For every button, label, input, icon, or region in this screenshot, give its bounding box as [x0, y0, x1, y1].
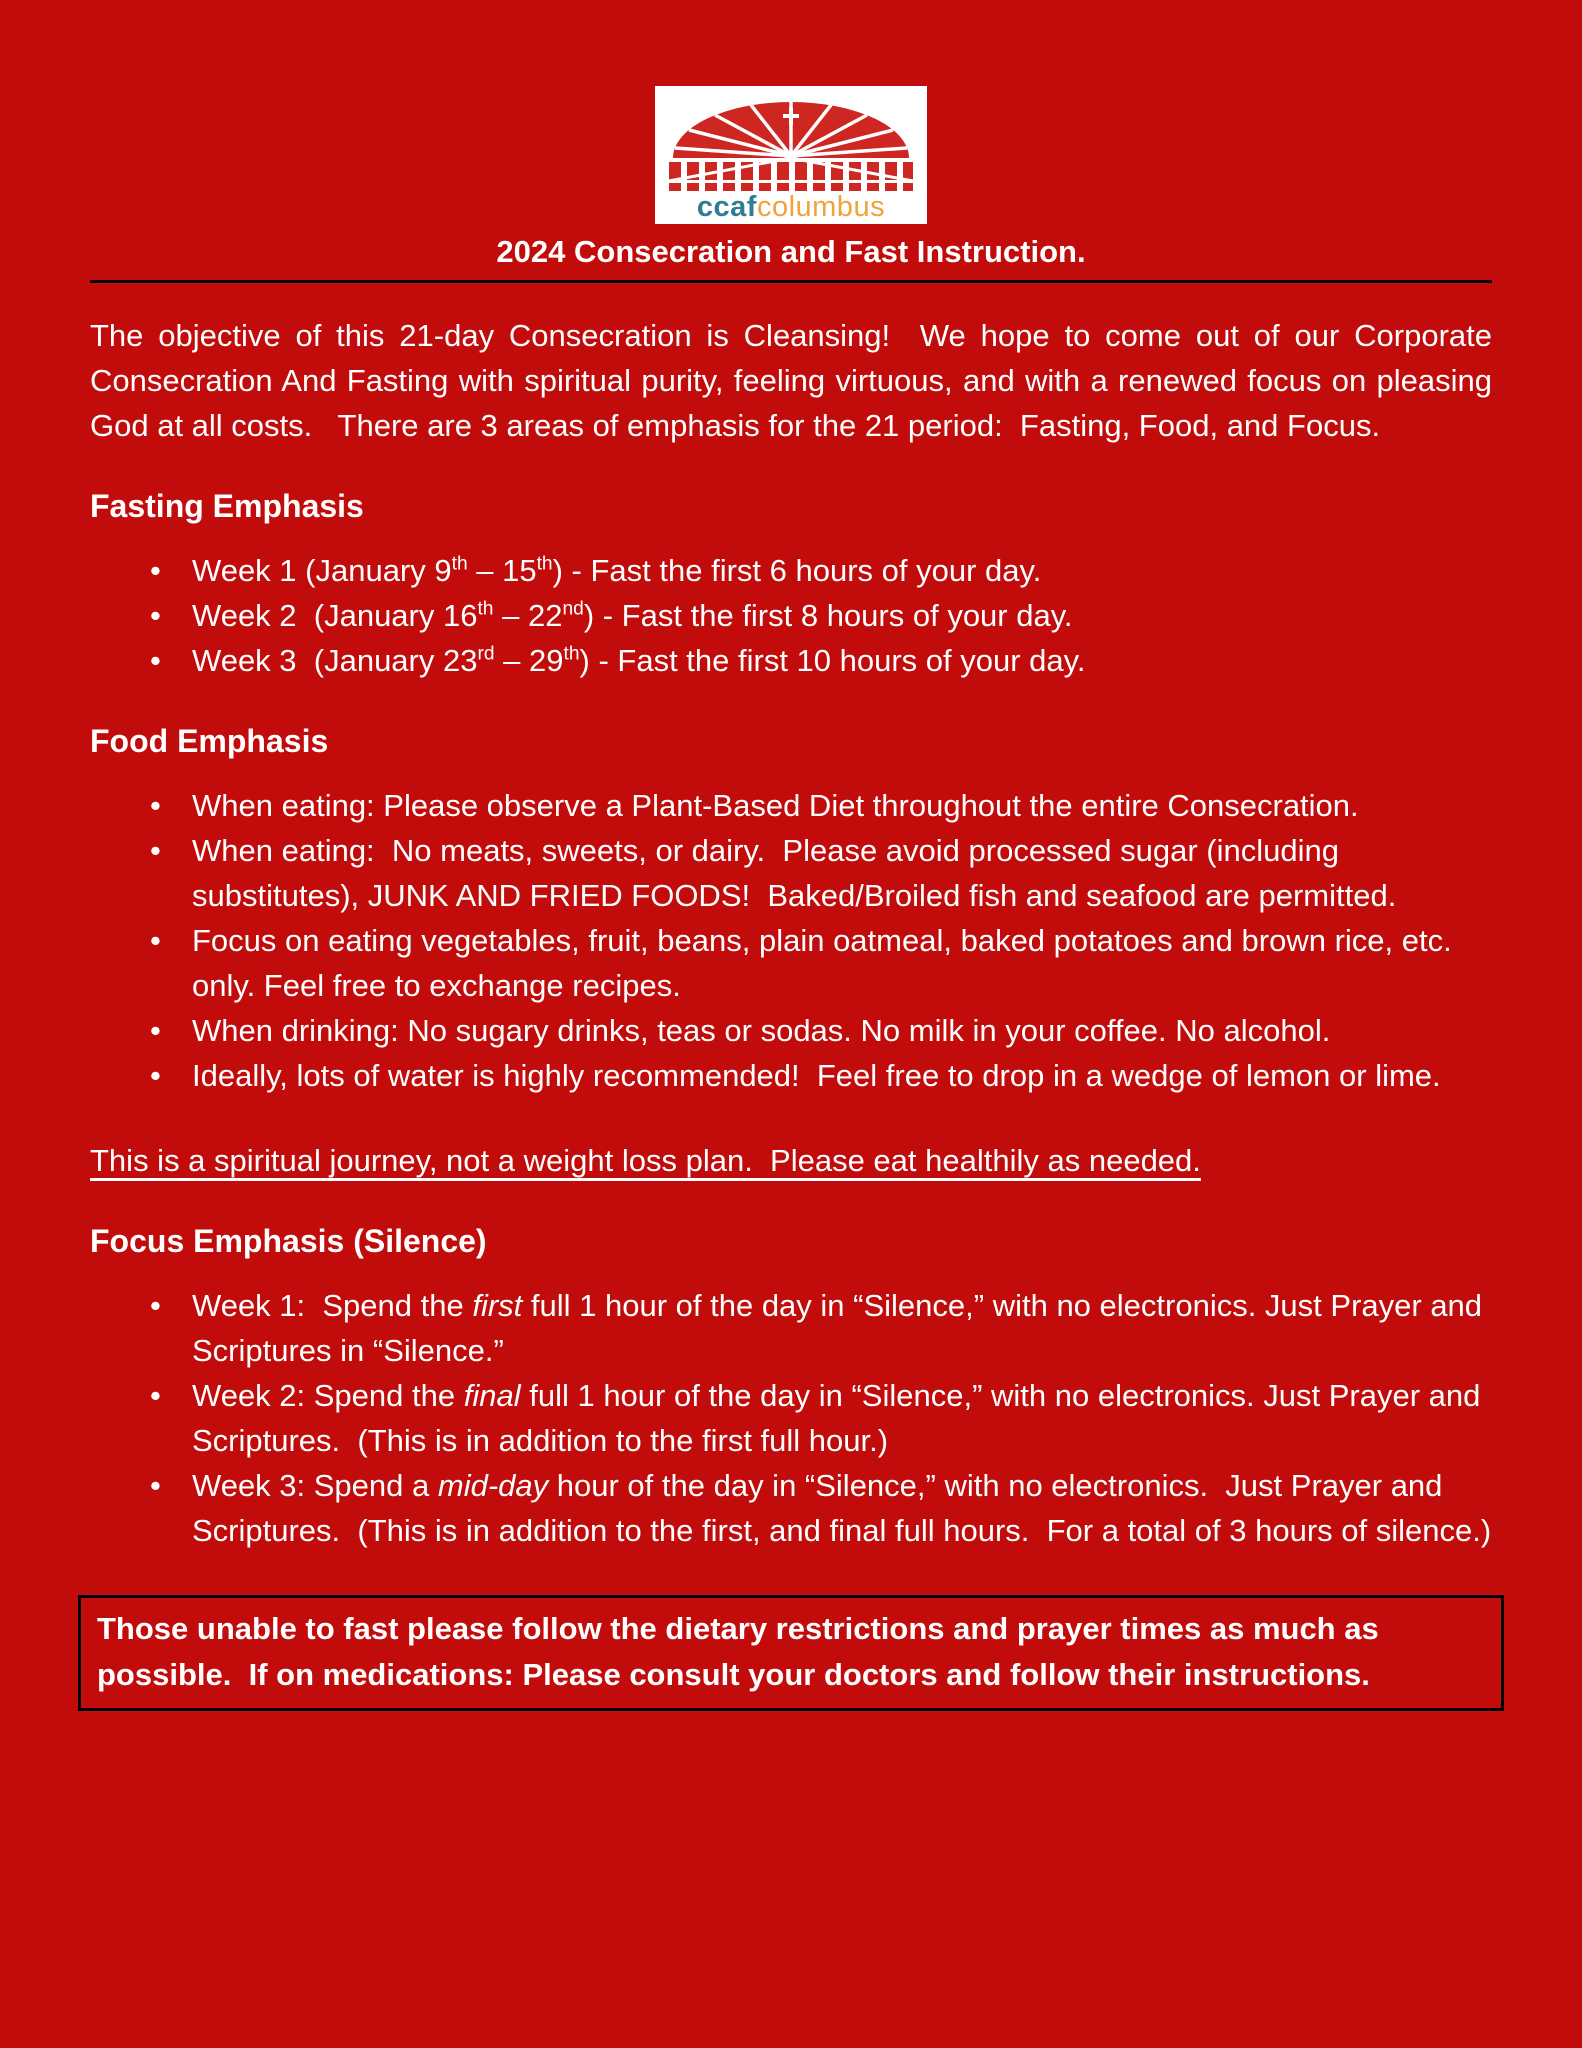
list-item: • When eating: Please observe a Plant-Based Diet throughout the entire Consecration.: [150, 783, 1492, 828]
list-item: • Week 3: Spend a mid-day hour of the day in “Silence,” with no electronics. Just Prayer and Scriptures. (This is in addition to the first, and final full hours. For a total of 3 hours of silence.): [150, 1463, 1492, 1553]
ccaf-columbus-logo: [655, 86, 927, 224]
list-item: • Week 2: Spend the final full 1 hour of the day in “Silence,” with no electronics. Just Prayer and Scriptures. (This is in addition to the first full hour.): [150, 1373, 1492, 1463]
food-emphasis-list: [90, 783, 1492, 1098]
list-item: • Week 2 (January 16th – 22nd) - Fast the first 8 hours of your day.: [150, 593, 1492, 638]
spiritual-journey-note: This is a spiritual journey, not a weight loss plan. Please eat healthily as needed.: [90, 1143, 1201, 1178]
intro-paragraph: The objective of this 21-day Consecration is Cleansing! We hope to come out of our Corporate Consecration And Fasting with spiritual purity, feeling virtuous, and with a renewed focus on pleasing God at all costs. There are 3 areas of emphasis for the 21 period: Fasting, Food, and Focus.: [90, 318, 1501, 443]
list-item: • Week 1 (January 9th – 15th) - Fast the first 6 hours of your day.: [150, 548, 1492, 593]
list-item: • When drinking: No sugary drinks, teas or sodas. No milk in your coffee. No alcohol.: [150, 1008, 1492, 1053]
fasting-emphasis-list: [90, 548, 1492, 683]
medical-disclaimer-box: Those unable to fast please follow the dietary restrictions and prayer times as much as possible. If on medications: Please consult your doctors and follow their instructions.: [78, 1595, 1504, 1711]
focus-emphasis-heading: Focus Emphasis (Silence): [90, 1223, 487, 1259]
list-item: • Ideally, lots of water is highly recommended! Feel free to drop in a wedge of lemon or lime.: [150, 1053, 1492, 1098]
title-divider: [90, 280, 1492, 283]
logo-text-ccaf: ccaf: [696, 191, 757, 223]
list-item: • When eating: No meats, sweets, or dairy. Please avoid processed sugar (including substitutes), JUNK AND FRIED FOODS! Baked/Broiled fish and seafood are permitted.: [150, 828, 1492, 918]
logo-text-columbus: columbus: [756, 191, 886, 223]
fasting-emphasis-heading: Fasting Emphasis: [90, 488, 364, 524]
list-item: • Week 3 (January 23rd – 29th) - Fast the first 10 hours of your day.: [150, 638, 1492, 683]
food-emphasis-heading: Food Emphasis: [90, 723, 329, 759]
list-item: • Focus on eating vegetables, fruit, beans, plain oatmeal, baked potatoes and brown rice, etc. only. Feel free to exchange recipes.: [150, 918, 1492, 1008]
list-item: • Week 1: Spend the first full 1 hour of the day in “Silence,” with no electronics. Just Prayer and Scriptures in “Silence.”: [150, 1283, 1492, 1373]
page-title: 2024 Consecration and Fast Instruction.: [496, 234, 1086, 269]
focus-emphasis-list: [90, 1283, 1492, 1553]
logo-text: [697, 191, 885, 223]
